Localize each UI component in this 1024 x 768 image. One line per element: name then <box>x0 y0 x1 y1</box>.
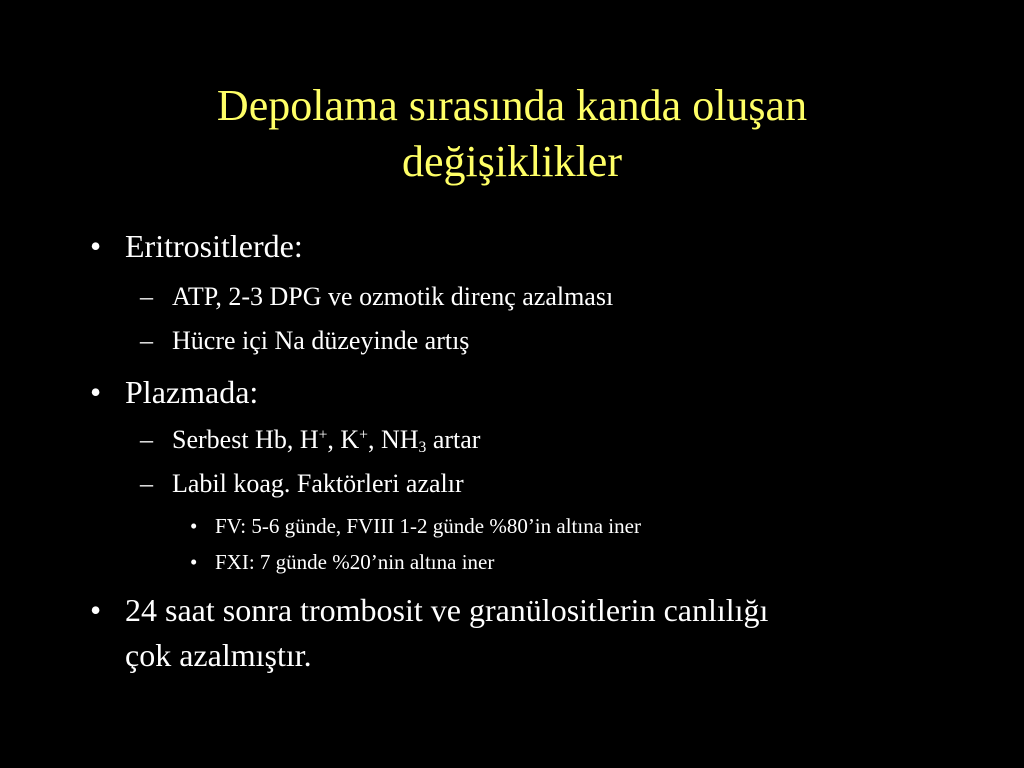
dash-marker: – <box>140 469 153 498</box>
superscript: + <box>359 426 368 444</box>
text-part: Serbest Hb, H <box>172 425 319 454</box>
bullet-text: Eritrositlerde: <box>125 228 303 264</box>
bullet-text-line-2: çok azalmıştır. <box>125 637 312 673</box>
bullet-text: Plazmada: <box>125 374 259 410</box>
dash-marker: – <box>140 425 153 454</box>
bullet-marker: • <box>90 228 102 264</box>
title-line-1: Depolama sırasında kanda oluşan <box>216 81 808 130</box>
text-part: artar <box>426 425 481 454</box>
sub-item-text: ATP, 2-3 DPG ve ozmotik direnç azalması <box>172 282 614 311</box>
sub-sub-item-text: FV: 5-6 günde, FVIII 1-2 günde %80’in altına iner <box>215 514 641 538</box>
sub-item-text: Hücre içi Na düzeyinde artış <box>172 326 470 355</box>
sub-bullet-marker: • <box>190 514 198 538</box>
slide-title <box>60 78 964 190</box>
dash-marker: – <box>140 326 153 355</box>
dash-marker: – <box>140 282 153 311</box>
bullet-marker: • <box>90 592 102 628</box>
title-line-2: değişiklikler <box>402 137 622 186</box>
bullet-marker: • <box>90 374 102 410</box>
text-part: , K <box>327 425 360 454</box>
sub-item-text: Labil koag. Faktörleri azalır <box>172 469 464 498</box>
text-part: , NH <box>367 425 419 454</box>
sub-bullet-marker: • <box>190 550 198 574</box>
sub-sub-item-text: FXI: 7 günde %20’nin altına iner <box>215 550 495 574</box>
superscript: + <box>318 426 328 444</box>
sub-item-text <box>172 424 480 456</box>
bullet-text-line-1: 24 saat sonra trombosit ve granülositlerin canlılığı <box>125 592 769 628</box>
subscript: 3 <box>418 438 427 456</box>
